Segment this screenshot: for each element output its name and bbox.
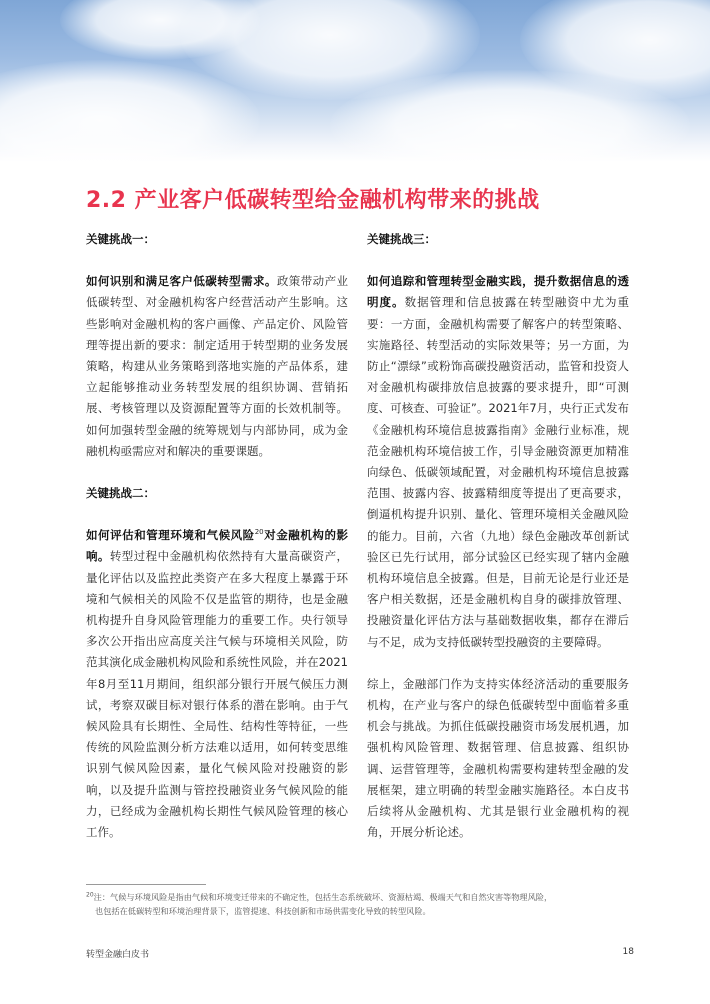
challenge-1-body: 政策带动产业低碳转型、对金融机构客户经营活动产生影响。这些影响对金融机构的客户画像、产品定价、风险管理等提出新的要求：制定适用于转型期的业务发展策略，构建从业务策略到落地实施的产品体系，建立起能够推动业务转型发展的组织协调、营销拓展、考核管理以及资源配置等方面的长效机制等。如何加强转型金融的统筹规划与内部协同，成为金融机构亟需应对和解决的重要课题。	[86, 274, 349, 458]
summary-paragraph: 综上，金融部门作为支持实体经济活动的重要服务机构，在产业与客户的绿色低碳转型中面临着多重机会与挑战。为抓住低碳投融资市场发展机遇，加强机构风险管理、数据管理、信息披露、组织协调、运营管理等，金融机构需要构建转型金融的发展框架，建立明确的转型金融实施路径。本白皮书后续将从金融机构、尤其是银行业金融机构的视角，开展分析论述。	[367, 676, 629, 840]
challenge-2-lead-b: 对金融机构的影响。	[86, 528, 348, 564]
challenge-3-body: 数据管理和信息披露在转型融资中尤为重要：一方面，金融机构需要了解客户的转型策略、实施路径、转型活动的实际效果等；另一方面，为防止“漂绿”或粉饰高碳投融资活动，监管和投资人对金融机构碳排放信息披露的要求提升，即“可测度、可核查、可验证”。2021年7月，央行正式发布《金融机构环境信息披露指南》金融行业标准，规范金融机构环境信披工作，引导金融资源更加精准向绿色、低碳领域配置，对金融机构环境信息披露范围、披露内容、披露精细度等提出了更高要求，倒逼机构提升识别、量化、管理环境相关金融风险的能力。目前，六省（九地）绿色金融改革创新试验区已先行试用，部分试验区已经实现了辖内金融机构环境信息全披露。但是，目前无论是行业还是客户相关数据，还是金融机构自身的碳排放管理、投融资量化评估方法与基础数据收集，都存在滞后与不足，成为支持低碳转型投融资的主要障碍。	[367, 295, 630, 649]
left-column	[86, 229, 348, 864]
right-column	[367, 229, 629, 864]
challenge-3-lead: 如何追踪和管理转型金融实践，提升数据信息的透明度。	[367, 274, 629, 310]
footnote	[86, 891, 634, 918]
challenge-2-heading: 关键挑战二：	[86, 486, 155, 501]
section-title: 2.2 产业客户低碳转型给金融机构带来的挑战	[86, 188, 540, 213]
footnote-marker: 20	[86, 891, 94, 899]
footer-document-name: 转型金融白皮书	[86, 950, 150, 960]
header-sky-image	[0, 0, 710, 162]
footnote-line-2: 也包括在低碳转型和环境治理背景下，监管提速、科技创新和市场供需变化导致的转型风险。	[95, 905, 431, 916]
challenge-3-heading: 关键挑战三：	[367, 232, 436, 246]
challenge-1-lead: 如何识别和满足客户低碳转型需求。	[86, 274, 277, 289]
challenge-3-paragraph	[367, 271, 629, 653]
footnote-line-1: 注：气候与环境风险是指由气候和环境变迁带来的不确定性，包括生态系统破坏、资源枯竭、极端天气和自然灾害等物理风险，	[93, 892, 553, 902]
challenge-1-heading: 关键挑战一：	[86, 232, 155, 246]
challenge-2-lead-a: 如何评估和管理环境和气候风险	[86, 528, 255, 543]
page-number: 18	[622, 947, 634, 957]
footnote-divider	[86, 884, 206, 885]
challenge-2-paragraph	[86, 525, 348, 843]
footnote-ref[interactable]: 20	[254, 528, 264, 537]
challenge-2-body: 转型过程中金融机构依然持有大量高碳资产，量化评估以及监控此类资产在多大程度上暴露于环境和气候相关的风险不仅是监管的期待，也是金融机构提升自身风险管理能力的重要工作。央行领导多次公开指出应高度关注气候与环境相关风险，防范其演化成金融机构风险和系统性风险，并在2021年8月至11月期间，组织部分银行开展气候压力测试，考察双碳目标对银行体系的潜在影响。由于气候风险具有长期性、全局性、结构性等特征，一些传统的风险监测分析方法难以适用，如何转变思维识别气候风险因素，量化气候风险对投融资的影响，以及提升监测与管控投融资业务气候风险的能力，已经成为金融机构长期性气候风险管理的核心工作。	[86, 549, 348, 840]
challenge-1-paragraph	[86, 271, 348, 462]
